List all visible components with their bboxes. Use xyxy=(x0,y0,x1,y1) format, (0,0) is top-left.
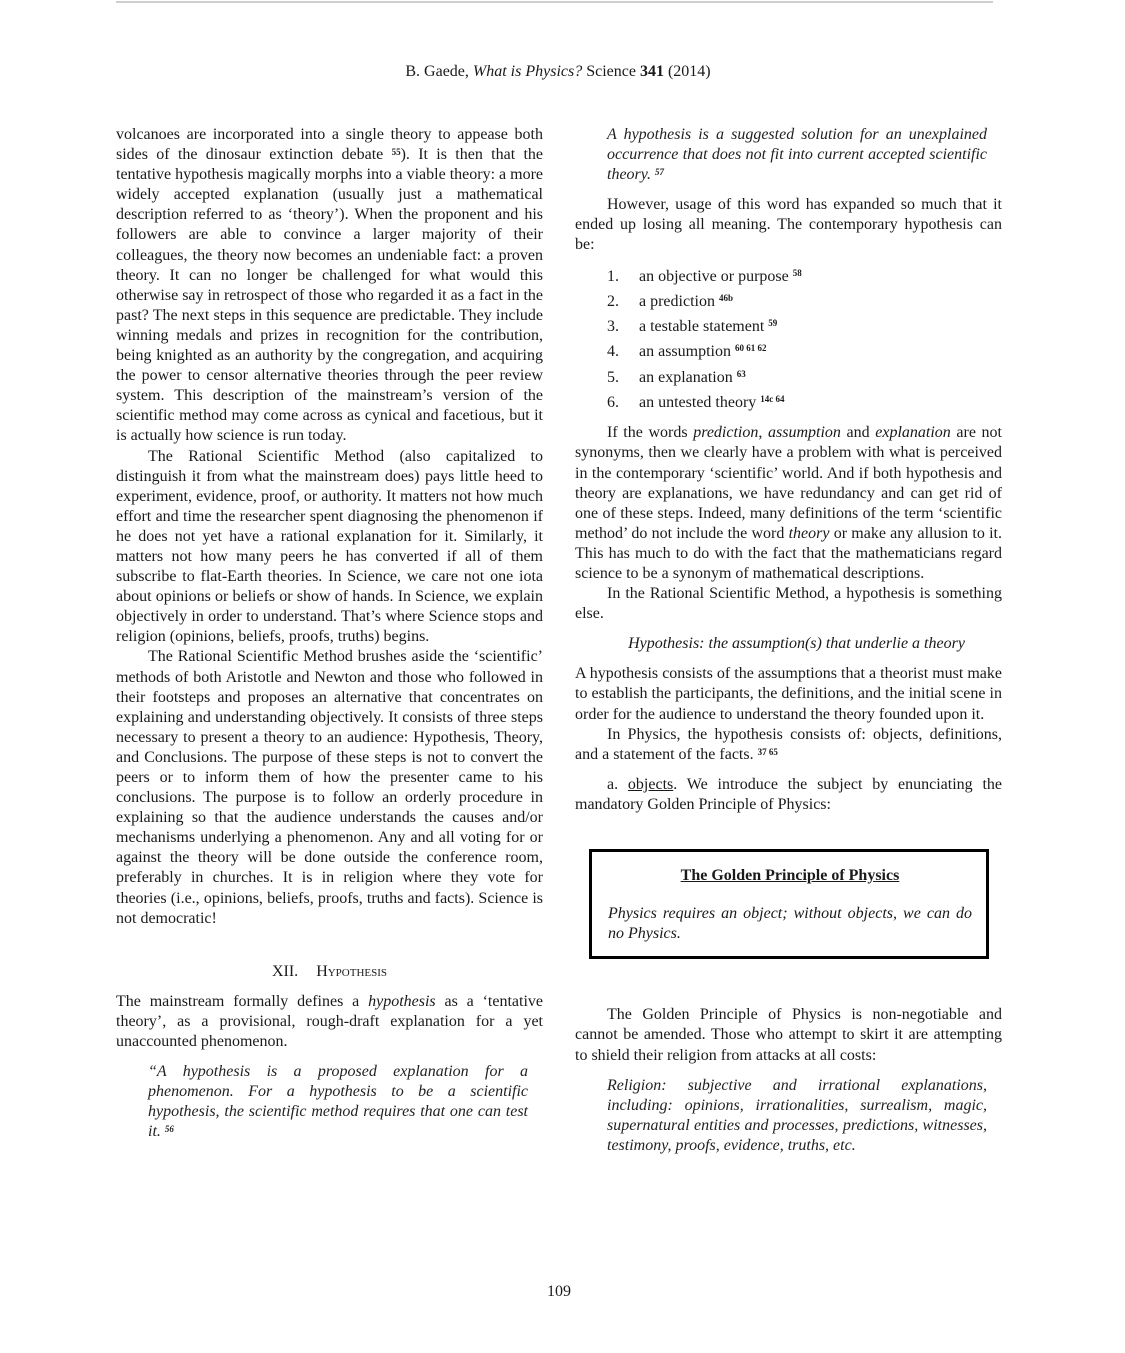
list-item xyxy=(607,264,1002,289)
paragraph: The Rational Scientific Method brushes aside the ‘scientific’ methods of both Aristotle and Newton and those who followed in their footsteps and proposes an alternative that concentrates on explaining and understanding objectively. It consists of three steps necessary to present a theory to an audience: Hypothesis, Theory, and Conclusions. The purpose of these steps is not to convert the peers or to inform them of how the presenter came to his conclusions. The purpose is to follow an orderly procedure in explaining so that the audience understands the causes and/or mechanisms underlying a phenomenon. Any and all voting for or against the theory will be done outside the conference room, preferably in churches. It is in religion where they vote for theories (i.e., opinions, beliefs, proofs, truths and facts). Science is not democratic! xyxy=(116,648,543,927)
paragraph xyxy=(575,423,1002,584)
list-number: 5. xyxy=(607,368,619,386)
paragraph xyxy=(116,125,543,447)
page-number: 109 xyxy=(547,1283,571,1300)
text: “A hypothesis is a proposed explanation for a phenomenon. For a hypothesis to be a scientific hypothesis, the scientific method requires that one can test it. xyxy=(148,1063,528,1141)
emphasis: assumption xyxy=(767,424,841,442)
paragraph: A hypothesis consists of the assumptions that a theorist must make to establish the participants, the definitions, and the initial scene in order for the audience to understand the theory founded upon it. xyxy=(575,665,1002,723)
text: If the words xyxy=(607,424,694,442)
emphasis: prediction xyxy=(693,424,759,442)
list-text: an untested theory xyxy=(639,394,761,412)
reference[interactable]: 58 xyxy=(792,267,802,278)
emphasis: hypothesis xyxy=(368,992,436,1010)
section-heading xyxy=(116,962,543,982)
emphasis: explanation xyxy=(875,424,951,442)
reference[interactable]: 37 65 xyxy=(757,746,778,757)
list-text: an explanation xyxy=(639,368,737,386)
paragraph xyxy=(575,725,1002,765)
section-number: XII. xyxy=(271,962,299,980)
text: or make any allusion to it. This has much to do with the fact that the mathematicians regard science to be a synonym of mathematical descriptions. xyxy=(575,524,1003,582)
emphasis: theory xyxy=(788,524,830,542)
top-rule xyxy=(116,1,993,3)
reference[interactable]: 46b xyxy=(718,292,733,303)
header-title: What is Physics? xyxy=(472,63,583,80)
left-column xyxy=(116,125,543,1143)
reference[interactable]: 60 61 62 xyxy=(735,343,767,354)
header-author: B. Gaede, xyxy=(405,63,473,80)
text: as a ‘tentative theory’, as a provisional, rough-draft explanation for a yet unaccounted phenomenon. xyxy=(116,992,543,1051)
list-item xyxy=(607,339,1002,364)
reference[interactable]: 57 xyxy=(655,167,664,178)
text: . We introduce the subject by enunciating the mandatory Golden Principle of Physics: xyxy=(575,775,1003,813)
header-journal: Science xyxy=(582,63,640,80)
list-number: 2. xyxy=(607,292,619,310)
list-text: a prediction xyxy=(639,292,719,310)
paragraph xyxy=(575,775,1002,815)
list-item xyxy=(607,314,1002,339)
numbered-list xyxy=(607,264,1002,416)
list-number: 1. xyxy=(607,267,619,285)
header-volume: 341 xyxy=(639,63,664,80)
paragraph: In the Rational Scientific Method, a hypothesis is something else. xyxy=(575,585,1002,623)
list-item xyxy=(607,365,1002,390)
box-body: Physics requires an object; without objects, we can do no Physics. xyxy=(608,905,972,943)
block-quote: Religion: subjective and irrational explanations, including: opinions, irrationalities, surrealism, magic, supernatural entities and processes, predictions, witnesses, testimony, proofs, evidence, truths, etc. xyxy=(607,1076,987,1154)
paragraph: However, usage of this word has expanded so much that it ended up losing all meaning. The contemporary hypothesis can be: xyxy=(575,196,1002,254)
text: ). It is then that the tentative hypothesis magically morphs into a viable theory: a more widely accepted explanation (usually just a mathematical description referred to as ‘theory’). When the proponent and his followers are able to convince a larger majority of their colleagues, the theory now becomes an undeniable fact: a proven theory. It can no longer be challenged for what would this otherwise say in retrospect of those who regarded it as a fact in the past? The next steps in this sequence are predictable. They include winning medals and prizes in recognition for the contribution, being knighted as an authority by the congregation, and acquiring the power to censor alternative theories through the peer review system. This description of the mainstream’s version of the scientific method may come across as cynical and facetious, but it is actually how science is run today. xyxy=(116,146,543,445)
right-column xyxy=(575,125,1002,1156)
reference[interactable]: 56 xyxy=(164,1124,174,1135)
text: The mainstream formally defines a xyxy=(116,992,369,1010)
section-title: Hypothesis xyxy=(316,962,388,980)
list-item xyxy=(607,289,1002,314)
reference[interactable]: 14c 64 xyxy=(760,394,785,405)
text: volcanoes are incorporated into a single theory to appease both sides of the dinosaur extinction debate xyxy=(116,126,543,164)
paragraph: The Golden Principle of Physics is non-negotiable and cannot be amended. Those who attempt to skirt it are attempting to shield their religion from attacks at all costs: xyxy=(575,1006,1002,1064)
reference[interactable]: 55 xyxy=(391,147,401,158)
header-year: (2014) xyxy=(663,63,711,80)
list-text: a testable statement xyxy=(639,318,769,336)
list-text: an assumption xyxy=(639,343,735,361)
list-number: 6. xyxy=(607,394,619,412)
list-item xyxy=(607,390,1002,415)
text: In Physics, the hypothesis consists of: objects, definitions, and a statement of the facts. xyxy=(575,725,1002,763)
definition: Hypothesis: the assumption(s) that underlie a theory xyxy=(628,635,965,653)
list-text: an objective or purpose xyxy=(639,267,793,285)
paragraph xyxy=(116,992,543,1052)
text: A hypothesis is a suggested solution for an unexplained occurrence that does not fit into current accepted scientific theory. xyxy=(607,126,987,184)
box-title: The Golden Principle of Physics xyxy=(680,867,900,885)
text: are not synonyms, then we clearly have a problem with what is perceived in the contemporary ‘scientific’ world. And if both hypothesis and theory are explanations, we have redundancy and can get rid of one of these steps. Indeed, many definitions of the term ‘scientific method’ do not include the word xyxy=(575,424,1002,542)
objects-label: objects xyxy=(627,775,674,793)
reference[interactable]: 63 xyxy=(736,368,746,379)
list-number: 3. xyxy=(607,318,619,336)
paragraph: The Rational Scientific Method (also capitalized to distinguish it from what the mainstream does) pays little heed to experiment, evidence, proof, or authority. It matters not how much effort and time the researcher spent diagnosing the phenomenon if he does not yet have a rational explanation for it. Similarly, it matters not how many peers he has converted if all of them subscribe to flat-Earth theories. In Science, we care not one iota about opinions or beliefs or show of hands. In Science, we explain objectively in order to understand. That’s where Science stops and religion (opinions, beliefs, proofs, truths) begins. xyxy=(116,447,543,646)
block-quote xyxy=(148,1062,528,1142)
text: and xyxy=(840,424,876,442)
running-head xyxy=(0,63,1116,81)
block-quote xyxy=(607,125,987,185)
golden-principle-box xyxy=(589,849,989,959)
reference[interactable]: 59 xyxy=(768,318,778,329)
text: a. xyxy=(607,775,628,793)
text: , xyxy=(758,424,768,442)
list-number: 4. xyxy=(607,343,619,361)
